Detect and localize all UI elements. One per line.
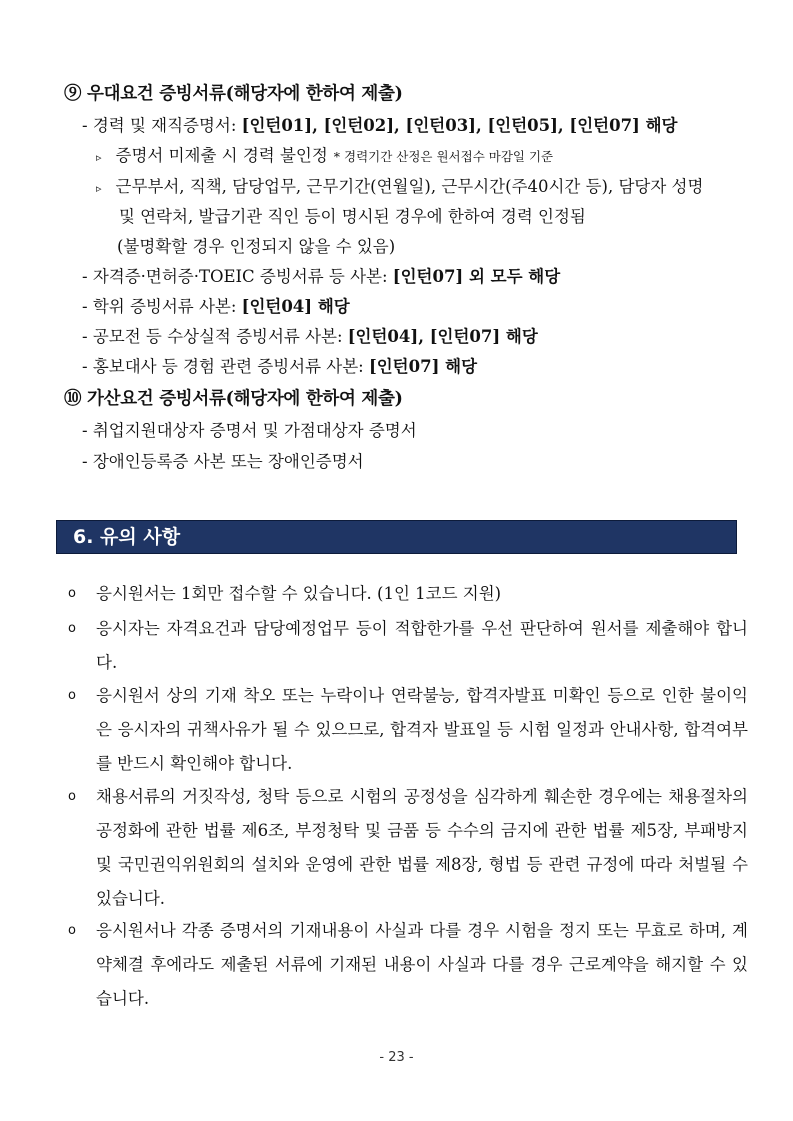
career-sub1-note: * 경력기간 산정은 원서접수 마감일 기준 — [333, 149, 554, 164]
section-6-title: 6. 유의 사항 — [73, 526, 181, 548]
license-label: - 자격증·면허증·TOEIC 증빙서류 등 사본: — [82, 267, 393, 286]
notice-item-2 — [68, 612, 748, 680]
sec10-item-1: - 취업지원대상자 증명서 및 가점대상자 증명서 — [82, 421, 417, 440]
contest-item — [82, 325, 538, 349]
career-emphasis: [인턴01], [인턴02], [인턴03], [인턴05], [인턴07] 해당 — [241, 116, 678, 135]
notice-item-1 — [68, 577, 748, 611]
career-subitem-1 — [96, 144, 553, 170]
notice-4-text: 채용서류의 거짓작성, 청탁 등으로 시험의 공정성을 심각하게 훼손한 경우에는 채용절차의 공정화에 관한 법률 제6조, 부정청탁 및 금품 등 수수의 금지에 관한 법률 제5장, 부패방지 및 국민권익위원회의 설치와 운영에 관한 법률 제8장, 형법 등 관련 규정에 따라 처벌될 수 있습니다. — [96, 787, 748, 908]
circle-bullet-icon: o — [68, 586, 76, 601]
contest-label: - 공모전 등 수상실적 증빙서류 사본: — [82, 327, 348, 346]
career-sub2-line3: (불명확할 경우 인정되지 않을 수 있음) — [117, 237, 396, 256]
career-sub2-line1: 근무부서, 직책, 담당업무, 근무기간(연월일), 근무시간(주40시간 등), 담당자 성명 — [115, 177, 704, 196]
degree-emphasis: [인턴04] 해당 — [241, 297, 350, 316]
degree-label: - 학위 증빙서류 사본: — [82, 297, 242, 316]
degree-item — [82, 295, 350, 319]
career-sub2-line2: 및 연락처, 발급기관 직인 등이 명시된 경우에 한하여 경력 인정됨 — [119, 207, 586, 226]
sec10-item-2: - 장애인등록증 사본 또는 장애인증명서 — [82, 452, 364, 471]
circle-bullet-icon: o — [68, 688, 76, 703]
notice-item-3 — [68, 679, 748, 781]
career-item — [82, 114, 677, 138]
triangle-bullet-icon: ▹ — [96, 151, 102, 164]
contest-emphasis: [인턴04], [인턴07] 해당 — [347, 327, 538, 346]
notice-5-text: 응시원서나 각종 증명서의 기재내용이 사실과 다를 경우 시험을 정지 또는 무효로 하며, 계약체결 후에라도 제출된 서류에 기재된 내용이 사실과 다를 경우 근로계약을 해지할 수 있습니다. — [96, 921, 748, 1008]
notice-3-text: 응시원서 상의 기재 착오 또는 누락이나 연락불능, 합격자발표 미확인 등으로 인한 불이익은 응시자의 귀책사유가 될 수 있으므로, 합격자 발표일 등 시험 일정과 안내사항, 합격여부를 반드시 확인해야 합니다. — [96, 686, 748, 773]
page-number: - 23 - — [379, 1050, 414, 1065]
section-6-header — [56, 520, 737, 554]
career-sub1-text: 증명서 미제출 시 경력 불인정 — [115, 146, 328, 165]
license-emphasis: [인턴07] 외 모두 해당 — [392, 267, 561, 286]
section-10-heading: ⑩ 가산요건 증빙서류(해당자에 한하여 제출) — [64, 389, 403, 409]
notice-2-text: 응시자는 자격요건과 담당예정업무 등이 적합한가를 우선 판단하여 원서를 제출해야 합니다. — [96, 619, 748, 672]
promo-item — [82, 355, 477, 379]
section-9-heading: ⑨ 우대요건 증빙서류(해당자에 한하여 제출) — [64, 84, 403, 104]
promo-label: - 홍보대사 등 경험 관련 증빙서류 사본: — [82, 357, 369, 376]
circle-bullet-icon: o — [68, 789, 76, 804]
notice-item-5 — [68, 914, 748, 1016]
license-item — [82, 265, 560, 289]
promo-emphasis: [인턴07] 해당 — [368, 357, 478, 376]
circle-bullet-icon: o — [68, 923, 76, 938]
notice-item-4 — [68, 780, 748, 916]
triangle-bullet-icon: ▹ — [96, 182, 102, 195]
career-label: - 경력 및 재직증명서: — [82, 116, 242, 135]
circle-bullet-icon: o — [68, 621, 76, 636]
career-subitem-2 — [96, 175, 703, 201]
notice-1-text: 응시원서는 1회만 접수할 수 있습니다. (1인 1코드 지원) — [96, 584, 502, 603]
